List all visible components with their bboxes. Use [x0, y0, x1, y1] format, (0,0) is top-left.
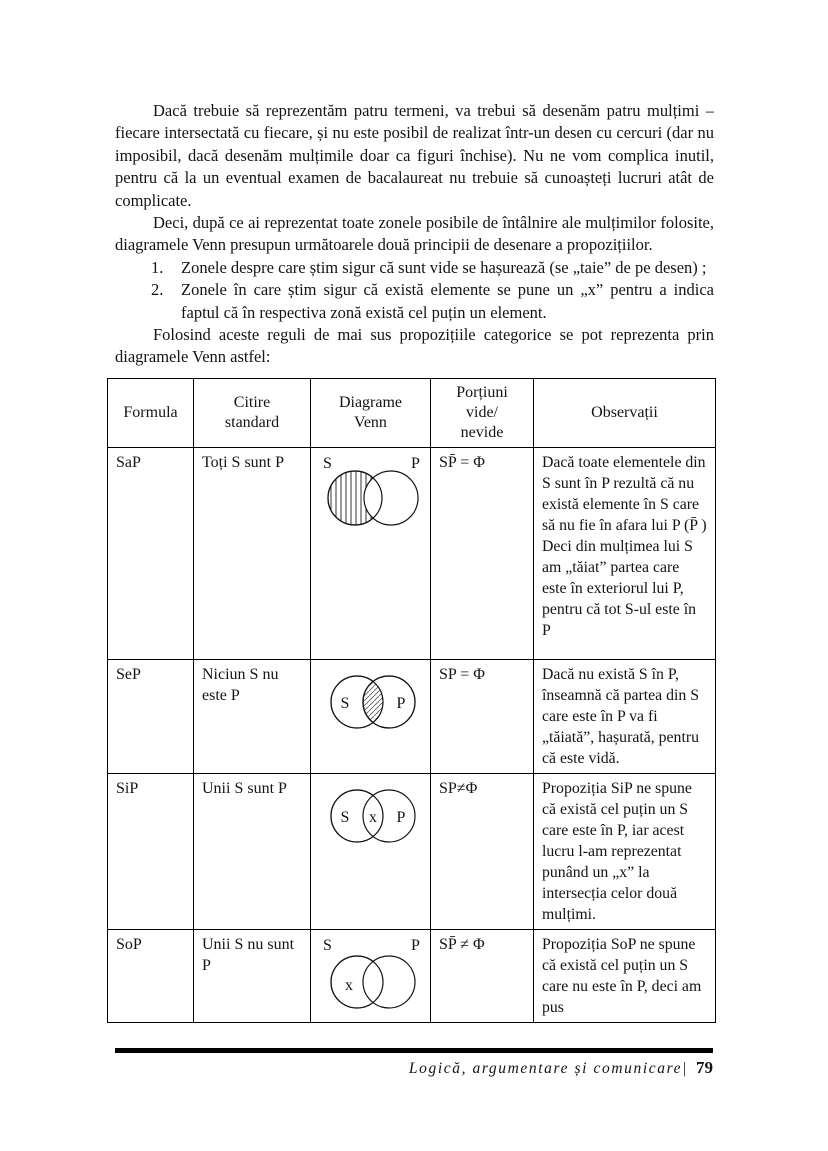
diagram-sip — [311, 773, 431, 929]
observatii-sep: Dacă nu există S în P, înseamnă că partea din S care este în P va fi „tăiată”, hașurată, pentru că este vidă. — [534, 659, 716, 773]
diagram-sop — [311, 929, 431, 1022]
venn-s-label: S — [323, 454, 332, 472]
list-item-2-number: 2. — [151, 280, 164, 300]
table-row-sop — [108, 929, 716, 1022]
formula-sip: SiP — [108, 773, 194, 929]
table-row-sip — [108, 773, 716, 929]
citire-sip: Unii S sunt P — [194, 773, 311, 929]
table-row-sap — [108, 447, 716, 659]
observatii-sap: Dacă toate elementele din S sunt în P rezultă că nu există elemente în S care să nu fie în afara lui P (P̄ ) Deci din mulțimea lui S am „tăiat” partea care este în exteriorul lui P, pentru că tot S-ul este în P — [534, 447, 716, 659]
list-item-2-text: Zonele în care știm sigur că există elemente se pune un „x” pentru a indica faptul că în respectiva zonă există cel puțin un element. — [181, 280, 714, 322]
paragraph-intro-1: Dacă trebuie să reprezentăm patru termeni, va trebui să desenăm patru mulțimi – fiecare intersectată cu fiecare, și nu este posibil de realizat într-un desen cu cercuri (dar nu imposibil, dacă desenăm mulțimile doar ca figuri închise). Nu ne vom complica inutil, pentru că la un eventual examen de bacalaureat nu trebuie să cunoașteți lucruri atât de complicate. — [115, 101, 714, 210]
portiuni-sep: SP = Φ — [431, 659, 534, 773]
venn-diagram-sap — [319, 454, 423, 530]
table-row-sep — [108, 659, 716, 773]
header-observatii: Observații — [534, 378, 716, 447]
observatii-sop: Propoziția SoP ne spune că există cel puțin un S care nu este în P, deci am pus — [534, 929, 716, 1022]
diagram-sap — [311, 447, 431, 659]
venn-x-mark: x — [369, 808, 377, 826]
footer-page-number: 79 — [696, 1058, 713, 1077]
paragraph-intro-2: Deci, după ce ai reprezentat toate zonele posibile de întâlnire ale mulțimilor folosite, diagramele Venn presupun următoarele două principii de desenare a propozițiilor. — [115, 213, 714, 255]
portiuni-sip: SP≠Φ — [431, 773, 534, 929]
venn-diagram-sep — [319, 666, 423, 736]
venn-s-label: S — [323, 936, 332, 954]
venn-s-label: S — [340, 694, 350, 712]
list-item-2 — [115, 279, 714, 324]
venn-s-label: S — [340, 808, 350, 826]
venn-p-label: P — [411, 936, 420, 954]
citire-sep: Niciun S nu este P — [194, 659, 311, 773]
formula-sop: SoP — [108, 929, 194, 1022]
table-header-row — [108, 378, 716, 447]
formula-sep: SeP — [108, 659, 194, 773]
citire-sop: Unii S nu sunt P — [194, 929, 311, 1022]
footer-divider — [115, 1048, 713, 1053]
page-content — [115, 100, 714, 1023]
venn-diagram-sip — [319, 780, 423, 850]
venn-x-mark: x — [345, 976, 353, 994]
portiuni-sap: SP̄ = Φ — [431, 447, 534, 659]
list-item-1-number: 1. — [151, 257, 164, 277]
list-item-1-text: Zonele despre care știm sigur că sunt vide se hașurează (se „taie” de pe desen) ; — [181, 257, 707, 277]
venn-p-label: P — [396, 808, 406, 826]
paragraph-intro-3: Folosind aceste reguli de mai sus propozițiile categorice se pot reprezenta prin diagramele Venn astfel: — [115, 325, 714, 367]
venn-table — [107, 378, 716, 1023]
page-footer — [115, 1058, 713, 1078]
footer-book-title: Logică, argumentare și comunicare| — [408, 1060, 688, 1077]
list-item-1 — [115, 257, 714, 279]
header-diagrame-venn: Diagrame Venn — [311, 378, 431, 447]
venn-p-label: P — [396, 694, 406, 712]
diagram-sep — [311, 659, 431, 773]
header-formula: Formula — [108, 378, 194, 447]
portiuni-sop: SP̄ ≠ Φ — [431, 929, 534, 1022]
venn-diagram-sop — [319, 936, 423, 1014]
header-portiuni: Porțiuni vide/ nevide — [431, 378, 534, 447]
citire-sap: Toți S sunt P — [194, 447, 311, 659]
header-citire-standard: Citire standard — [194, 378, 311, 447]
formula-sap: SaP — [108, 447, 194, 659]
observatii-sip: Propoziția SiP ne spune că există cel puțin un S care este în P, iar acest lucru l-am reprezentat punând un „x” la intersecția celor două mulțimi. — [534, 773, 716, 929]
venn-p-label: P — [411, 454, 420, 472]
